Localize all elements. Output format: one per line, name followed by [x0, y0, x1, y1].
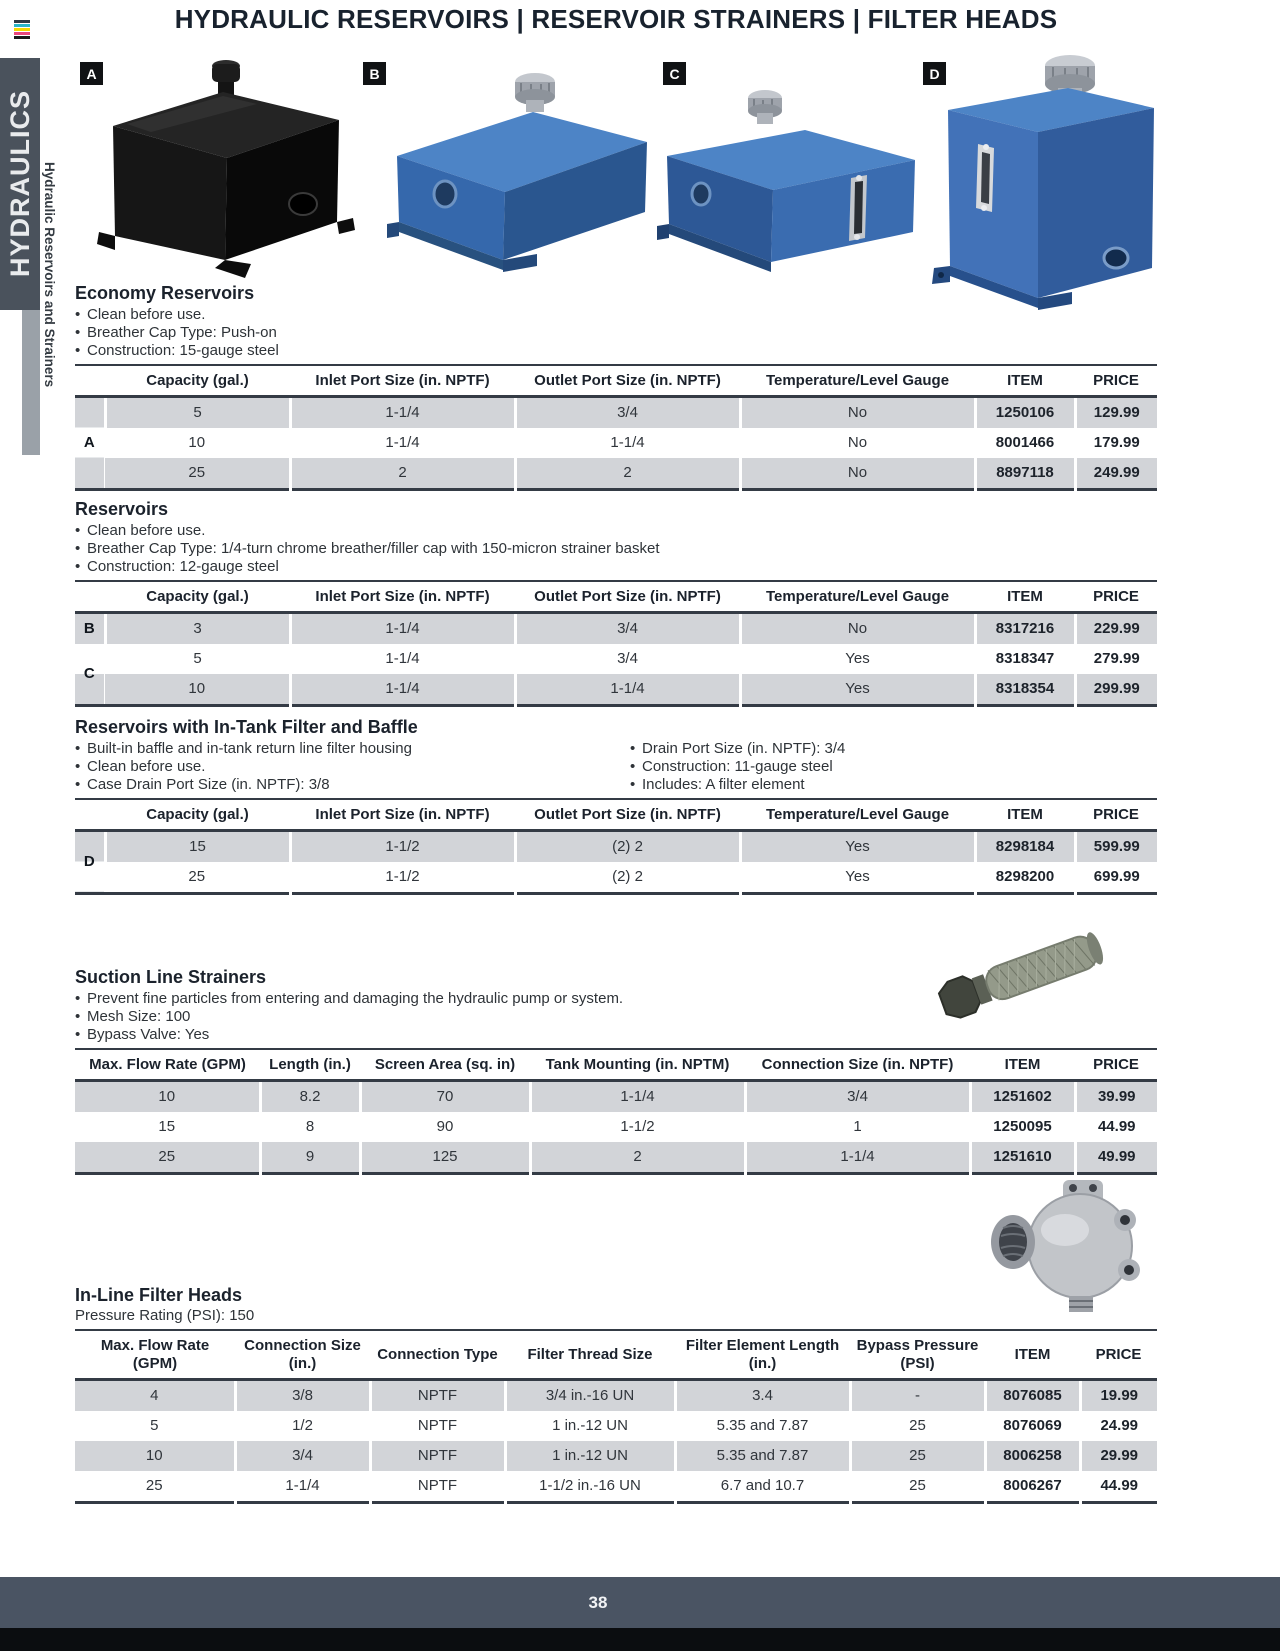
table-cell: 1-1/4 — [235, 1471, 370, 1503]
table-cell: 8318347 — [975, 644, 1075, 674]
table-cell: 49.99 — [1075, 1142, 1157, 1174]
column-header: Bypass Pressure (PSI) — [850, 1330, 985, 1379]
sidebar-category-tab — [0, 58, 40, 310]
table-cell: 5.35 and 7.87 — [675, 1441, 850, 1471]
product-label-c: C — [663, 62, 686, 85]
reg-stripe — [14, 24, 30, 27]
table-cell: 10 — [105, 428, 290, 458]
table-cell: 8006258 — [985, 1441, 1080, 1471]
blue-reservoir-photo — [385, 62, 655, 280]
bullet: • Drain Port Size (in. NPTF): 3/4 — [630, 740, 1157, 758]
table-cell: 299.99 — [1075, 674, 1157, 706]
column-header: Temperature/Level Gauge — [740, 581, 975, 613]
print-registration-icon — [14, 20, 30, 40]
section-heading: Reservoirs — [75, 498, 169, 519]
footer-black-bar — [0, 1628, 1280, 1651]
table-cell: 2 — [515, 458, 740, 490]
bullet-columns — [75, 738, 1157, 794]
bullet: • Built-in baffle and in-tank return line filter housing — [75, 740, 630, 758]
sidebar-stub-bar — [22, 310, 40, 455]
column-header: Inlet Port Size (in. NPTF) — [290, 365, 515, 397]
table-cell: 5.35 and 7.87 — [675, 1411, 850, 1441]
bullet: • Case Drain Port Size (in. NPTF): 3/8 — [75, 776, 630, 794]
product-label-d: D — [923, 62, 946, 85]
table-cell: 1-1/4 — [515, 428, 740, 458]
bullet-list — [630, 740, 1157, 794]
table-row — [75, 458, 1157, 490]
table-cell: 1-1/4 — [530, 1080, 745, 1112]
table-cell: 5 — [75, 1411, 235, 1441]
table-cell: 10 — [75, 1441, 235, 1471]
table-cell: 1251602 — [970, 1080, 1075, 1112]
bullet: • Breather Cap Type: Push-on — [75, 324, 1157, 342]
column-header: ITEM — [975, 581, 1075, 613]
table-cell: 279.99 — [1075, 644, 1157, 674]
table-cell: 179.99 — [1075, 428, 1157, 458]
row-group-label: B — [75, 612, 105, 644]
column-header: Capacity (gal.) — [105, 581, 290, 613]
row-group-label: C — [75, 644, 105, 706]
content-column — [75, 283, 1157, 1504]
table-cell: 1-1/4 — [290, 674, 515, 706]
table-cell: 1-1/4 — [290, 612, 515, 644]
table-cell: No — [740, 612, 975, 644]
table-cell: Yes — [740, 862, 975, 894]
page-number: 38 — [588, 1592, 608, 1612]
table-cell: 1-1/4 — [290, 428, 515, 458]
column-header: PRICE — [1075, 581, 1157, 613]
section-economy-reservoirs — [75, 283, 1157, 491]
table-cell: Yes — [740, 674, 975, 706]
column-header: Capacity (gal.) — [105, 365, 290, 397]
table-row — [75, 1112, 1157, 1142]
table-cell: 8 — [260, 1112, 360, 1142]
table-cell: Yes — [740, 830, 975, 862]
column-header: Outlet Port Size (in. NPTF) — [515, 365, 740, 397]
section-suction-line-strainers — [75, 967, 1157, 1175]
table-cell: 25 — [75, 1471, 235, 1503]
bullet: • Clean before use. — [75, 306, 1157, 324]
column-header: Temperature/Level Gauge — [740, 799, 975, 831]
table-cell: 3/4 — [745, 1080, 970, 1112]
pressure-rating-note: Pressure Rating (PSI): 150 — [75, 1307, 255, 1325]
table-cell: 1251610 — [970, 1142, 1075, 1174]
table-cell: 5 — [105, 644, 290, 674]
column-header: Connection Size (in. NPTF) — [745, 1049, 970, 1081]
column-header: Length (in.) — [260, 1049, 360, 1081]
sidebar-category-label: HYDRAULICS — [4, 90, 35, 278]
table-cell: 25 — [105, 862, 290, 894]
table-cell: 8897118 — [975, 458, 1075, 490]
table-row — [75, 1379, 1157, 1411]
table-cell: 19.99 — [1080, 1379, 1157, 1411]
table-cell: 15 — [75, 1112, 260, 1142]
table-header-row — [75, 1049, 1157, 1081]
suction-strainers-table — [75, 1048, 1157, 1175]
table-cell: 8076085 — [985, 1379, 1080, 1411]
table-row — [75, 1411, 1157, 1441]
column-header: PRICE — [1075, 1049, 1157, 1081]
table-cell: 10 — [105, 674, 290, 706]
table-cell: 1 in.-12 UN — [505, 1441, 675, 1471]
table-cell: 8298184 — [975, 830, 1075, 862]
column-header: Outlet Port Size (in. NPTF) — [515, 581, 740, 613]
table-header-row — [75, 799, 1157, 831]
section-reservoirs-in-tank-filter — [75, 717, 1157, 895]
table-cell: 3/4 in.-16 UN — [505, 1379, 675, 1411]
table-header-row — [75, 365, 1157, 397]
section-heading: Economy Reservoirs — [75, 283, 255, 303]
table-cell: 1-1/4 — [745, 1142, 970, 1174]
table-cell: 9 — [260, 1142, 360, 1174]
table-header-row — [75, 1330, 1157, 1379]
bullet: • Clean before use. — [75, 758, 630, 776]
table-cell: 129.99 — [1075, 396, 1157, 428]
label-column-header — [75, 799, 105, 831]
table-cell: 10 — [75, 1080, 260, 1112]
bullet-list — [75, 522, 1157, 576]
table-cell: 1-1/4 — [290, 396, 515, 428]
table-row — [75, 1471, 1157, 1503]
table-cell: 25 — [850, 1471, 985, 1503]
table-cell: 699.99 — [1075, 862, 1157, 894]
bullet-list — [75, 306, 1157, 360]
table-cell: 29.99 — [1080, 1441, 1157, 1471]
table-row — [75, 612, 1157, 644]
bullet: • Mesh Size: 100 — [75, 1008, 1157, 1026]
column-header: ITEM — [985, 1330, 1080, 1379]
table-cell: 3/8 — [235, 1379, 370, 1411]
bullet: • Construction: 11-gauge steel — [630, 758, 1157, 776]
table-cell: 24.99 — [1080, 1411, 1157, 1441]
page-title: HYDRAULIC RESERVOIRS | RESERVOIR STRAINERS | FILTER HEADS — [174, 4, 1058, 34]
column-header: PRICE — [1080, 1330, 1157, 1379]
table-cell: No — [740, 428, 975, 458]
table-cell: NPTF — [370, 1471, 505, 1503]
table-cell: 1-1/4 — [290, 644, 515, 674]
sidebar-subcategory — [42, 162, 57, 462]
label-column-header — [75, 581, 105, 613]
section-in-line-filter-heads — [75, 1285, 1157, 1504]
table-cell: 1-1/2 — [530, 1112, 745, 1142]
table-cell: No — [740, 458, 975, 490]
table-cell: 1/2 — [235, 1411, 370, 1441]
table-cell: 125 — [360, 1142, 530, 1174]
black-reservoir-photo — [95, 52, 360, 290]
table-cell: (2) 2 — [515, 862, 740, 894]
section-heading: Suction Line Strainers — [75, 966, 267, 987]
footer-bar — [0, 1577, 1280, 1628]
table-cell: NPTF — [370, 1379, 505, 1411]
table-cell: Yes — [740, 644, 975, 674]
row-group-label: D — [75, 830, 105, 893]
bullet: • Construction: 15-gauge steel — [75, 342, 1157, 360]
table-cell: 3 — [105, 612, 290, 644]
table-row — [75, 862, 1157, 894]
section-heading: In-Line Filter Heads — [75, 1284, 243, 1305]
in-tank-filter-reservoirs-table — [75, 798, 1157, 895]
table-cell: 8317216 — [975, 612, 1075, 644]
table-cell: 6.7 and 10.7 — [675, 1471, 850, 1503]
column-header: ITEM — [970, 1049, 1075, 1081]
table-cell: 44.99 — [1075, 1112, 1157, 1142]
column-header: Tank Mounting (in. NPTM) — [530, 1049, 745, 1081]
blue-reservoir-gauge-photo — [655, 82, 925, 276]
table-cell: 1-1/2 — [290, 830, 515, 862]
table-row — [75, 830, 1157, 862]
table-cell: 8298200 — [975, 862, 1075, 894]
table-cell: NPTF — [370, 1411, 505, 1441]
bullet-list — [75, 740, 630, 794]
column-header: PRICE — [1075, 365, 1157, 397]
table-cell: 3/4 — [515, 644, 740, 674]
column-header: Connection Size (in.) — [235, 1330, 370, 1379]
table-cell: 2 — [530, 1142, 745, 1174]
bullet: • Clean before use. — [75, 522, 1157, 540]
table-cell: 229.99 — [1075, 612, 1157, 644]
table-row — [75, 1080, 1157, 1112]
table-cell: 1-1/4 — [515, 674, 740, 706]
table-cell: 3.4 — [675, 1379, 850, 1411]
section-reservoirs — [75, 499, 1157, 707]
table-cell: 1250095 — [970, 1112, 1075, 1142]
table-cell: 8318354 — [975, 674, 1075, 706]
table-cell: 25 — [850, 1411, 985, 1441]
table-cell: No — [740, 396, 975, 428]
table-cell: (2) 2 — [515, 830, 740, 862]
table-cell: 8006267 — [985, 1471, 1080, 1503]
column-header: Outlet Port Size (in. NPTF) — [515, 799, 740, 831]
reg-stripe — [14, 36, 30, 39]
table-cell: 1250106 — [975, 396, 1075, 428]
table-header-row — [75, 581, 1157, 613]
table-cell: 70 — [360, 1080, 530, 1112]
column-header: Max. Flow Rate (GPM) — [75, 1330, 235, 1379]
column-header: Connection Type — [370, 1330, 505, 1379]
economy-reservoirs-table — [75, 364, 1157, 491]
table-cell: 599.99 — [1075, 830, 1157, 862]
table-cell: - — [850, 1379, 985, 1411]
reg-stripe — [14, 32, 30, 35]
table-cell: 8.2 — [260, 1080, 360, 1112]
bullet: • Construction: 12-gauge steel — [75, 558, 1157, 576]
product-label-b: B — [363, 62, 386, 85]
column-header: PRICE — [1075, 799, 1157, 831]
tall-blue-reservoir-photo — [920, 48, 1170, 316]
table-row — [75, 1441, 1157, 1471]
column-header: Screen Area (sq. in) — [360, 1049, 530, 1081]
table-row — [75, 396, 1157, 428]
column-header: Inlet Port Size (in. NPTF) — [290, 581, 515, 613]
bullet-list — [75, 990, 1157, 1044]
column-header: Temperature/Level Gauge — [740, 365, 975, 397]
sidebar-subcategory-label: Hydraulic Reservoirs and Strainers — [42, 162, 57, 388]
table-row — [75, 674, 1157, 706]
table-cell: 25 — [850, 1441, 985, 1471]
table-cell: 5 — [105, 396, 290, 428]
column-header: ITEM — [975, 365, 1075, 397]
table-cell: 1 — [745, 1112, 970, 1142]
reg-stripe — [14, 20, 30, 23]
table-cell: 25 — [75, 1142, 260, 1174]
label-column-header — [75, 365, 105, 397]
column-header: Filter Element Length (in.) — [675, 1330, 850, 1379]
table-cell: 1-1/2 in.-16 UN — [505, 1471, 675, 1503]
table-cell: 15 — [105, 830, 290, 862]
column-header: Max. Flow Rate (GPM) — [75, 1049, 260, 1081]
bullet: • Includes: A filter element — [630, 776, 1157, 794]
table-cell: 2 — [290, 458, 515, 490]
product-label-a: A — [80, 62, 103, 85]
table-cell: 1 in.-12 UN — [505, 1411, 675, 1441]
table-row — [75, 428, 1157, 458]
filter-heads-table — [75, 1329, 1157, 1504]
table-cell: 44.99 — [1080, 1471, 1157, 1503]
column-header: Filter Thread Size — [505, 1330, 675, 1379]
table-cell: 8076069 — [985, 1411, 1080, 1441]
table-cell: 249.99 — [1075, 458, 1157, 490]
table-cell: 39.99 — [1075, 1080, 1157, 1112]
row-group-label: A — [75, 396, 105, 489]
table-row — [75, 1142, 1157, 1174]
table-cell: 8001466 — [975, 428, 1075, 458]
reg-stripe — [14, 28, 30, 31]
table-cell: 1-1/2 — [290, 862, 515, 894]
table-cell: 3/4 — [515, 612, 740, 644]
column-header: Inlet Port Size (in. NPTF) — [290, 799, 515, 831]
bullet: • Prevent fine particles from entering and damaging the hydraulic pump or system. — [75, 990, 1157, 1008]
table-row — [75, 644, 1157, 674]
bullet: • Breather Cap Type: 1/4-turn chrome breather/filler cap with 150-micron strainer basket — [75, 540, 1157, 558]
reservoirs-table — [75, 580, 1157, 707]
table-cell: 3/4 — [515, 396, 740, 428]
table-cell: 25 — [105, 458, 290, 490]
bullet: • Bypass Valve: Yes — [75, 1026, 1157, 1044]
table-cell: 3/4 — [235, 1441, 370, 1471]
table-cell: 90 — [360, 1112, 530, 1142]
table-cell: 4 — [75, 1379, 235, 1411]
section-heading: Reservoirs with In-Tank Filter and Baffle — [75, 716, 418, 737]
table-cell: NPTF — [370, 1441, 505, 1471]
column-header: Capacity (gal.) — [105, 799, 290, 831]
column-header: ITEM — [975, 799, 1075, 831]
